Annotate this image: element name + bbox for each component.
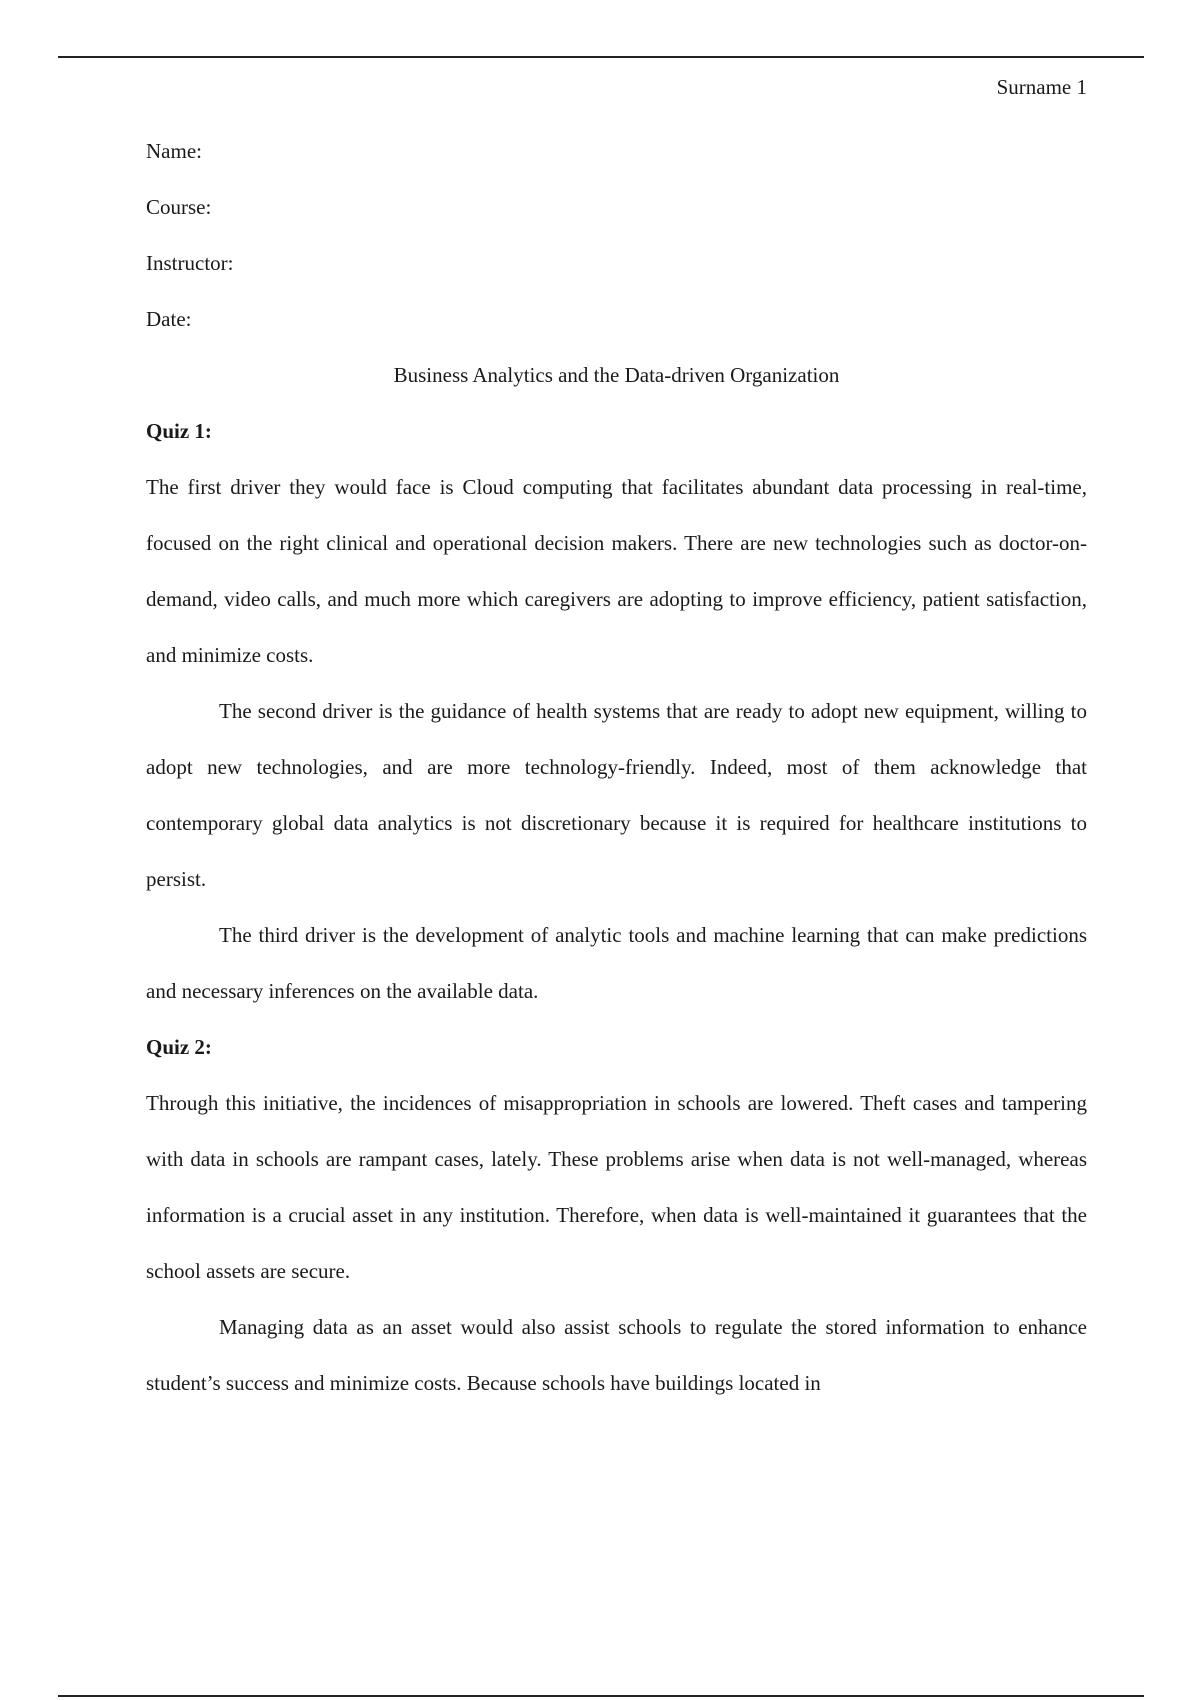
top-rule (58, 56, 1144, 58)
date-field: Date: (146, 307, 192, 331)
quiz2-paragraph-2: Managing data as an asset would also assist schools to regulate the stored information to enhance student’s success and minimize costs. Because schools have buildings located in (146, 1315, 1087, 1395)
page-header: Surname 1 (996, 75, 1087, 99)
quiz2-paragraph-1: Through this initiative, the incidences of misappropriation in schools are lowered. Theft cases and tampering with data in schools are rampant cases, lately. These problems arise when data is not well-managed, whereas information is a crucial asset in any institution. Therefore, when data is well-maintained it guarantees that the school assets are secure. (146, 1091, 1087, 1283)
quiz1-heading: Quiz 1: (146, 419, 212, 443)
course-field: Course: (146, 195, 212, 219)
quiz1-paragraph-1: The first driver they would face is Cloud computing that facilitates abundant data processing in real-time, focused on the right clinical and operational decision makers. There are new technologies such as doctor-on-demand, video calls, and much more which caregivers are adopting to improve efficiency, patient satisfaction, and minimize costs. (146, 475, 1087, 667)
document-title: Business Analytics and the Data-driven Organization (393, 363, 840, 387)
bottom-rule (58, 1695, 1144, 1697)
name-field: Name: (146, 139, 202, 163)
document-page (146, 67, 1087, 1411)
quiz2-heading: Quiz 2: (146, 1035, 212, 1059)
quiz1-paragraph-2: The second driver is the guidance of health systems that are ready to adopt new equipment, willing to adopt new technologies, and are more technology-friendly. Indeed, most of them acknowledge that contemporary global data analytics is not discretionary because it is required for healthcare institutions to persist. (146, 699, 1087, 891)
instructor-field: Instructor: (146, 251, 234, 275)
quiz1-paragraph-3: The third driver is the development of analytic tools and machine learning that can make predictions and necessary inferences on the available data. (146, 923, 1087, 1003)
